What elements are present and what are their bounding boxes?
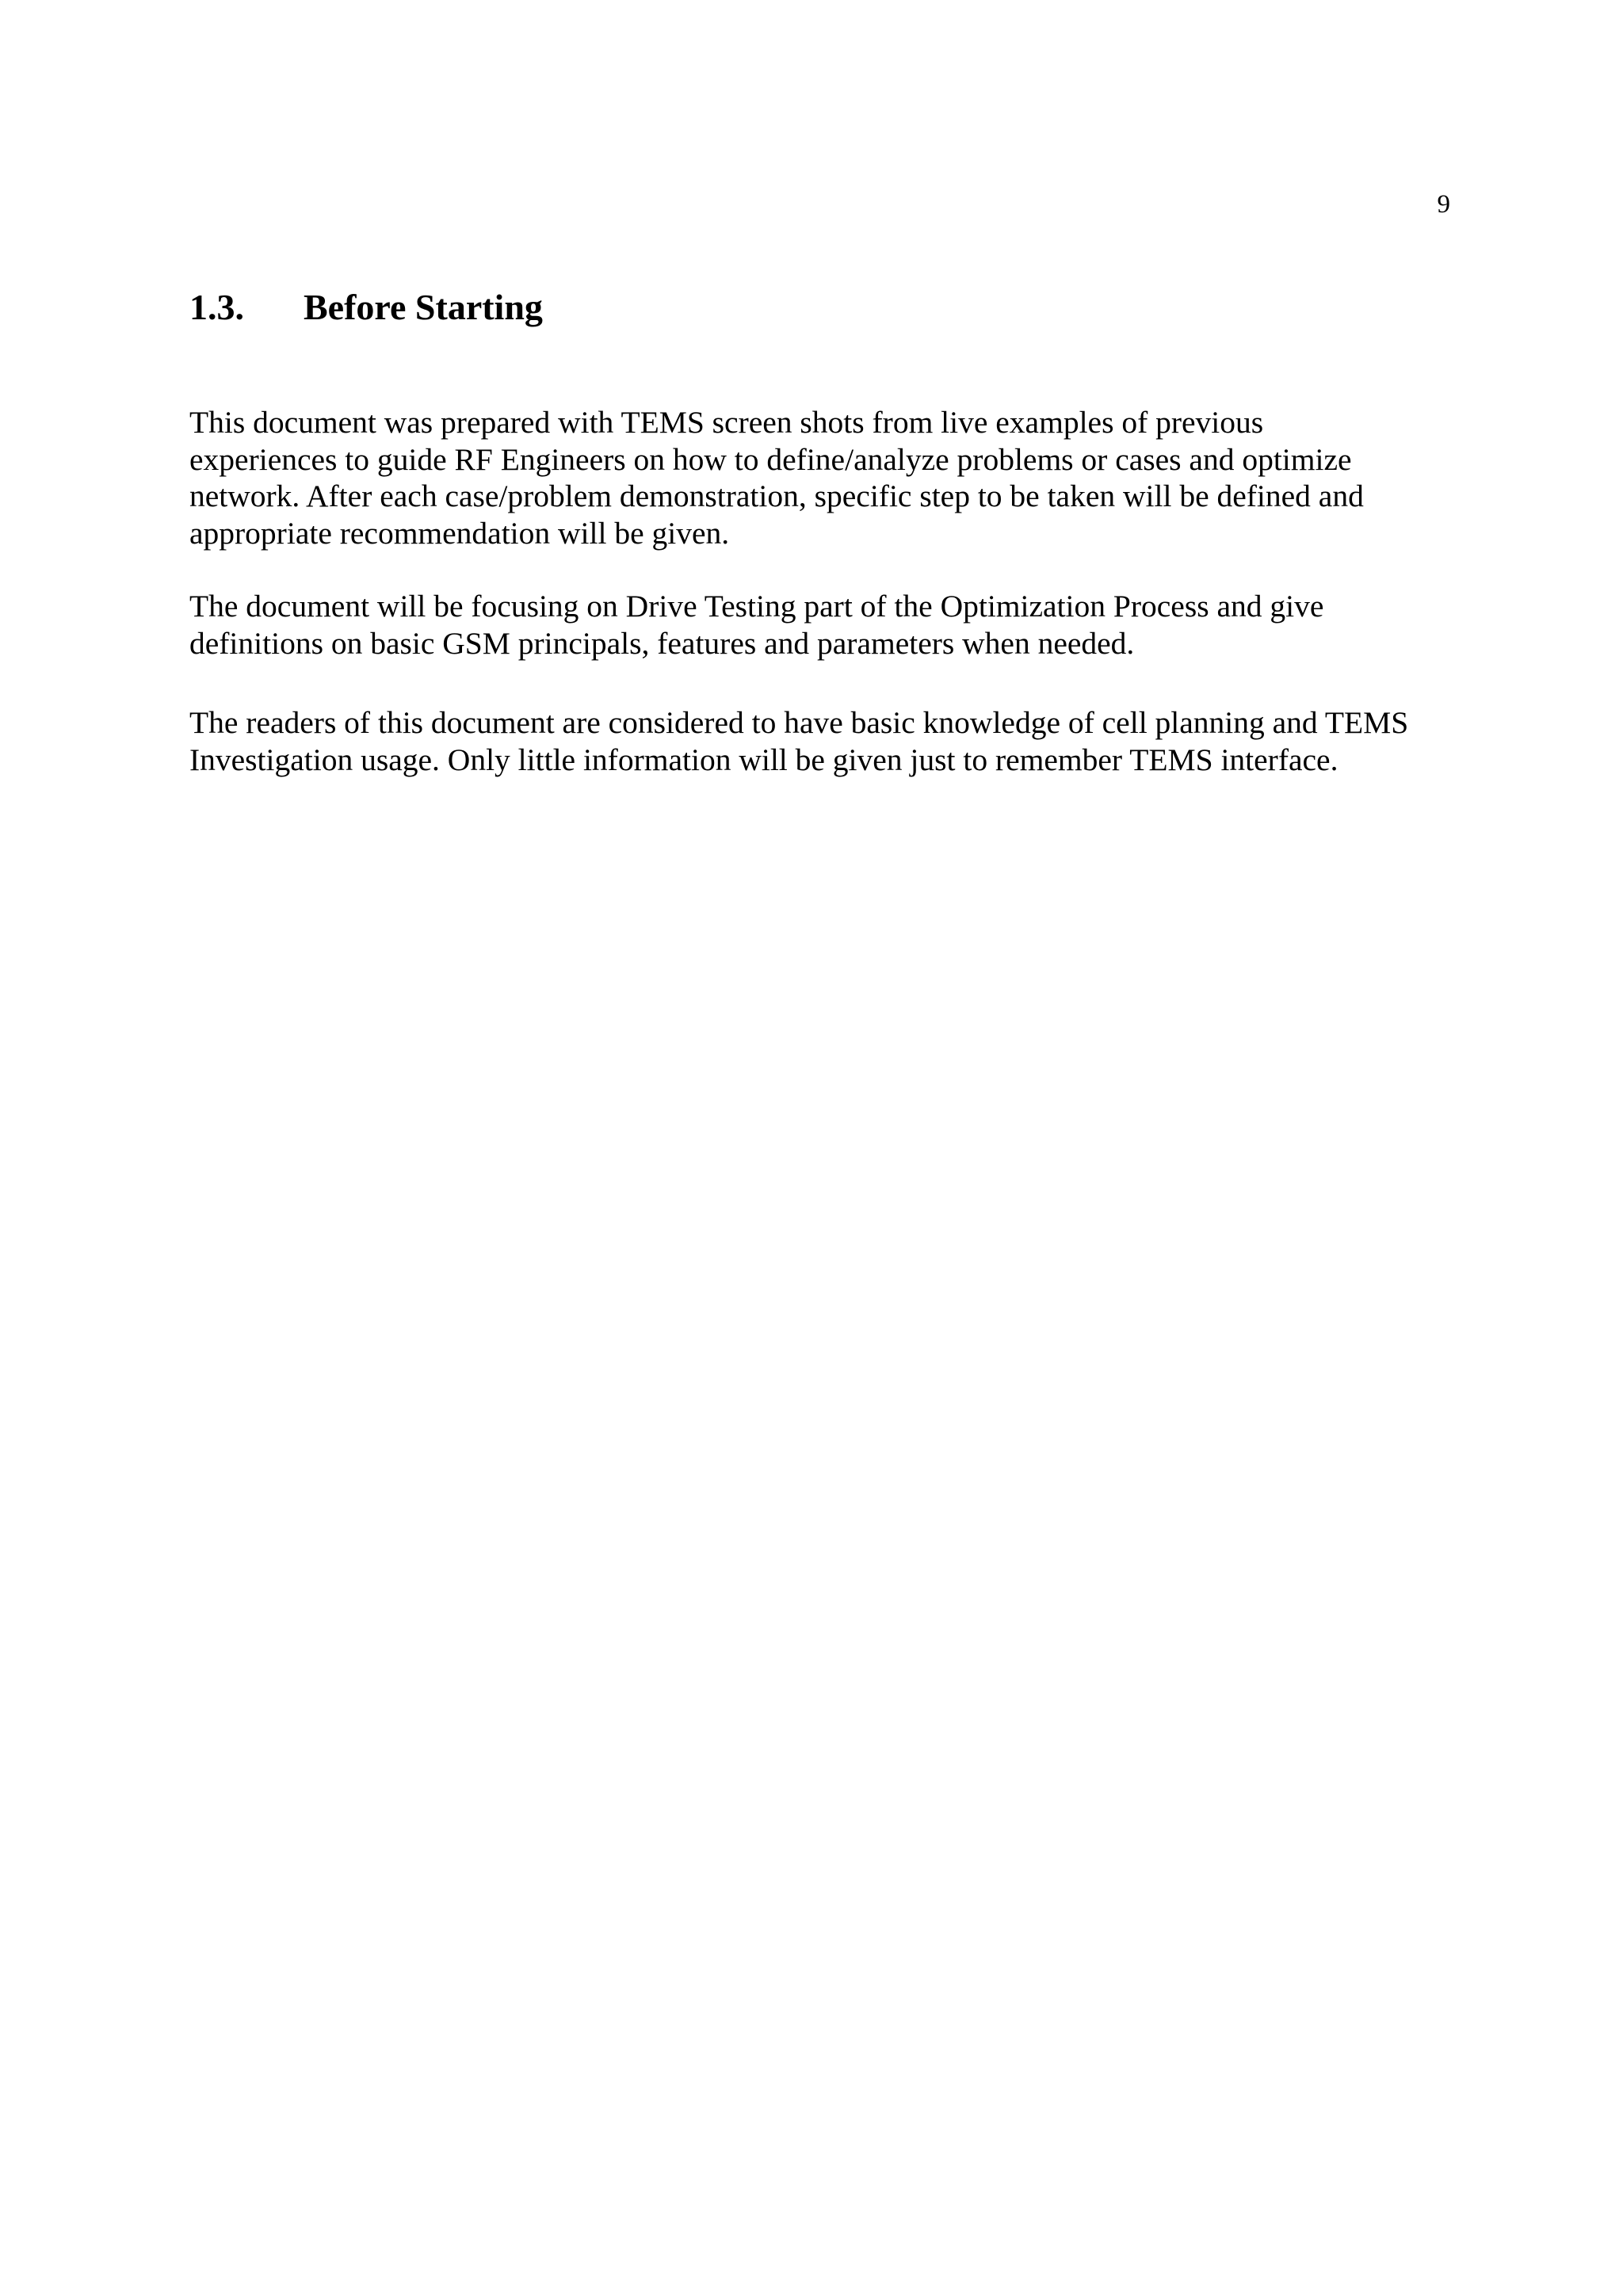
section-number: 1.3. (189, 287, 244, 327)
paragraph-line: The document will be focusing on Drive Testing part of the Optimization Process and give (189, 589, 1324, 624)
section-title: Before Starting (304, 287, 543, 327)
paragraph-focus (189, 588, 1457, 662)
page-number: 9 (1437, 190, 1450, 219)
paragraph-line: experiences to guide RF Engineers on how to define/analyze problems or cases and optimize (189, 441, 1352, 477)
paragraph-line: network. After each case/problem demonstration, specific step to be taken will be defined and (189, 479, 1364, 513)
paragraph-line: Investigation usage. Only little information will be given just to remember TEMS interface. (189, 742, 1338, 777)
section-heading (189, 285, 543, 330)
paragraph-purpose (189, 404, 1457, 551)
paragraph-line: The readers of this document are considered to have basic knowledge of cell planning and TEMS (189, 705, 1409, 740)
paragraph-line: This document was prepared with TEMS screen shots from live examples of previous (189, 405, 1264, 440)
paragraph-readers (189, 704, 1457, 778)
paragraph-line: appropriate recommendation will be given. (189, 515, 730, 551)
paragraph-line: definitions on basic GSM principals, features and parameters when needed. (189, 625, 1135, 661)
